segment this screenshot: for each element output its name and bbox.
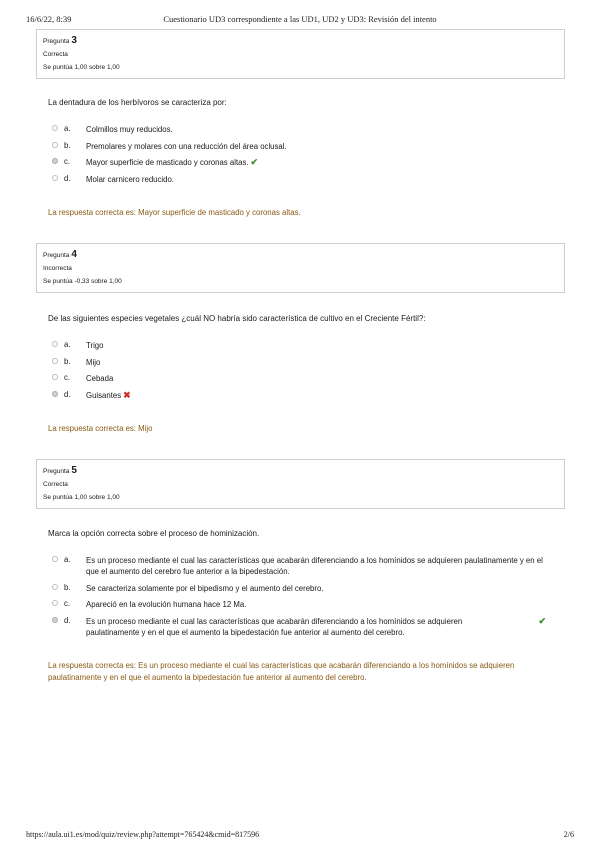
check-icon: ✔ — [538, 615, 546, 626]
question-mark: Se puntúa 1,00 sobre 1,00 — [43, 494, 120, 501]
question-5-info — [36, 459, 565, 509]
page-number: 2/6 — [563, 830, 574, 839]
question-state: Correcta — [43, 481, 68, 488]
question-5-text: Marca la opción correcta sobre el proceso de hominización. — [48, 529, 260, 538]
question-state: Correcta — [43, 51, 68, 58]
radio-button[interactable] — [52, 584, 58, 590]
option-b[interactable]: b. Mijo — [52, 357, 552, 368]
question-number: 4 — [71, 249, 77, 260]
print-url: https://aula.ui1.es/mod/quiz/review.php?attempt=765424&cmid=817596 — [26, 830, 260, 839]
question-3-text: La dentadura de los herbívoros se caracteriza por: — [48, 98, 227, 107]
question-label: Pregunta — [43, 38, 70, 45]
radio-button-selected[interactable] — [52, 158, 58, 164]
option-d[interactable]: d. Molar carnicero reducido. — [52, 174, 552, 185]
option-b[interactable]: b. Premolares y molares con una reducción del área oclusal. — [52, 141, 552, 152]
question-5-feedback: La respuesta correcta es: Es un proceso mediante el cual las características que acabarán diferenciando a los homínidos se adquieren paulatinamente y en el que el aumento la bipedestación fue anterior al aumento del cerebro. — [48, 661, 515, 682]
option-b[interactable]: b. Se caracteriza solamente por el bipedismo y el aumento del cerebro. — [52, 583, 552, 594]
question-number: 3 — [71, 35, 77, 46]
radio-button[interactable] — [52, 142, 58, 148]
question-number: 5 — [71, 465, 77, 476]
option-c[interactable]: c. Apareció en la evolución humana hace 12 Ma. — [52, 599, 552, 610]
option-a[interactable]: a. Trigo — [52, 340, 552, 351]
question-mark: Se puntúa -0,33 sobre 1,00 — [43, 278, 122, 285]
check-icon: ✔ — [250, 157, 259, 167]
question-5-options — [52, 555, 552, 643]
option-d[interactable]: d. Es un proceso mediante el cual las características que acabarán diferenciando a los homínidos se adquieren paulatinamente y en el que el aumento la bipedestación fue anterior al aumento del cerebro. ✔ — [52, 616, 552, 638]
option-a[interactable]: a. Colmillos muy reducidos. — [52, 124, 552, 135]
cross-icon: ✖ — [123, 389, 131, 400]
question-3-feedback: La respuesta correcta es: Mayor superficie de masticado y coronas altas. — [48, 208, 301, 217]
radio-button[interactable] — [52, 556, 58, 562]
option-c[interactable]: c. Cebada — [52, 373, 552, 384]
option-a[interactable]: a. Es un proceso mediante el cual las características que acabarán diferenciando a los homínidos se adquieren paulatinamente y en el que el aumento del cerebro fue anterior a la bipedestación. — [52, 555, 552, 577]
print-date: 16/6/22, 8:39 — [26, 14, 72, 24]
question-3-info — [36, 29, 565, 79]
question-label: Pregunta — [43, 252, 70, 259]
radio-button-selected[interactable] — [52, 617, 58, 623]
question-state: Incorrecta — [43, 265, 72, 272]
radio-button[interactable] — [52, 341, 58, 347]
print-title: Cuestionario UD3 correspondiente a las UD1, UD2 y UD3: Revisión del intento — [163, 14, 437, 24]
question-mark: Se puntúa 1,00 sobre 1,00 — [43, 64, 120, 71]
question-4-info — [36, 243, 565, 293]
question-4-text: De las siguientes especies vegetales ¿cuál NO habría sido característica de cultivo en el Creciente Fértil?: — [48, 314, 426, 323]
question-3-options — [52, 124, 552, 190]
radio-button[interactable] — [52, 358, 58, 364]
option-c[interactable]: c. Mayor superficie de masticado y coronas altas. ✔ — [52, 157, 552, 168]
option-d[interactable]: d. Guisantes ✖ — [52, 390, 552, 401]
question-label: Pregunta — [43, 468, 70, 475]
radio-button[interactable] — [52, 125, 58, 131]
question-4-options — [52, 340, 552, 406]
radio-button[interactable] — [52, 600, 58, 606]
radio-button[interactable] — [52, 374, 58, 380]
radio-button[interactable] — [52, 175, 58, 181]
radio-button-selected[interactable] — [52, 391, 58, 397]
question-4-feedback: La respuesta correcta es: Mijo — [48, 424, 153, 433]
